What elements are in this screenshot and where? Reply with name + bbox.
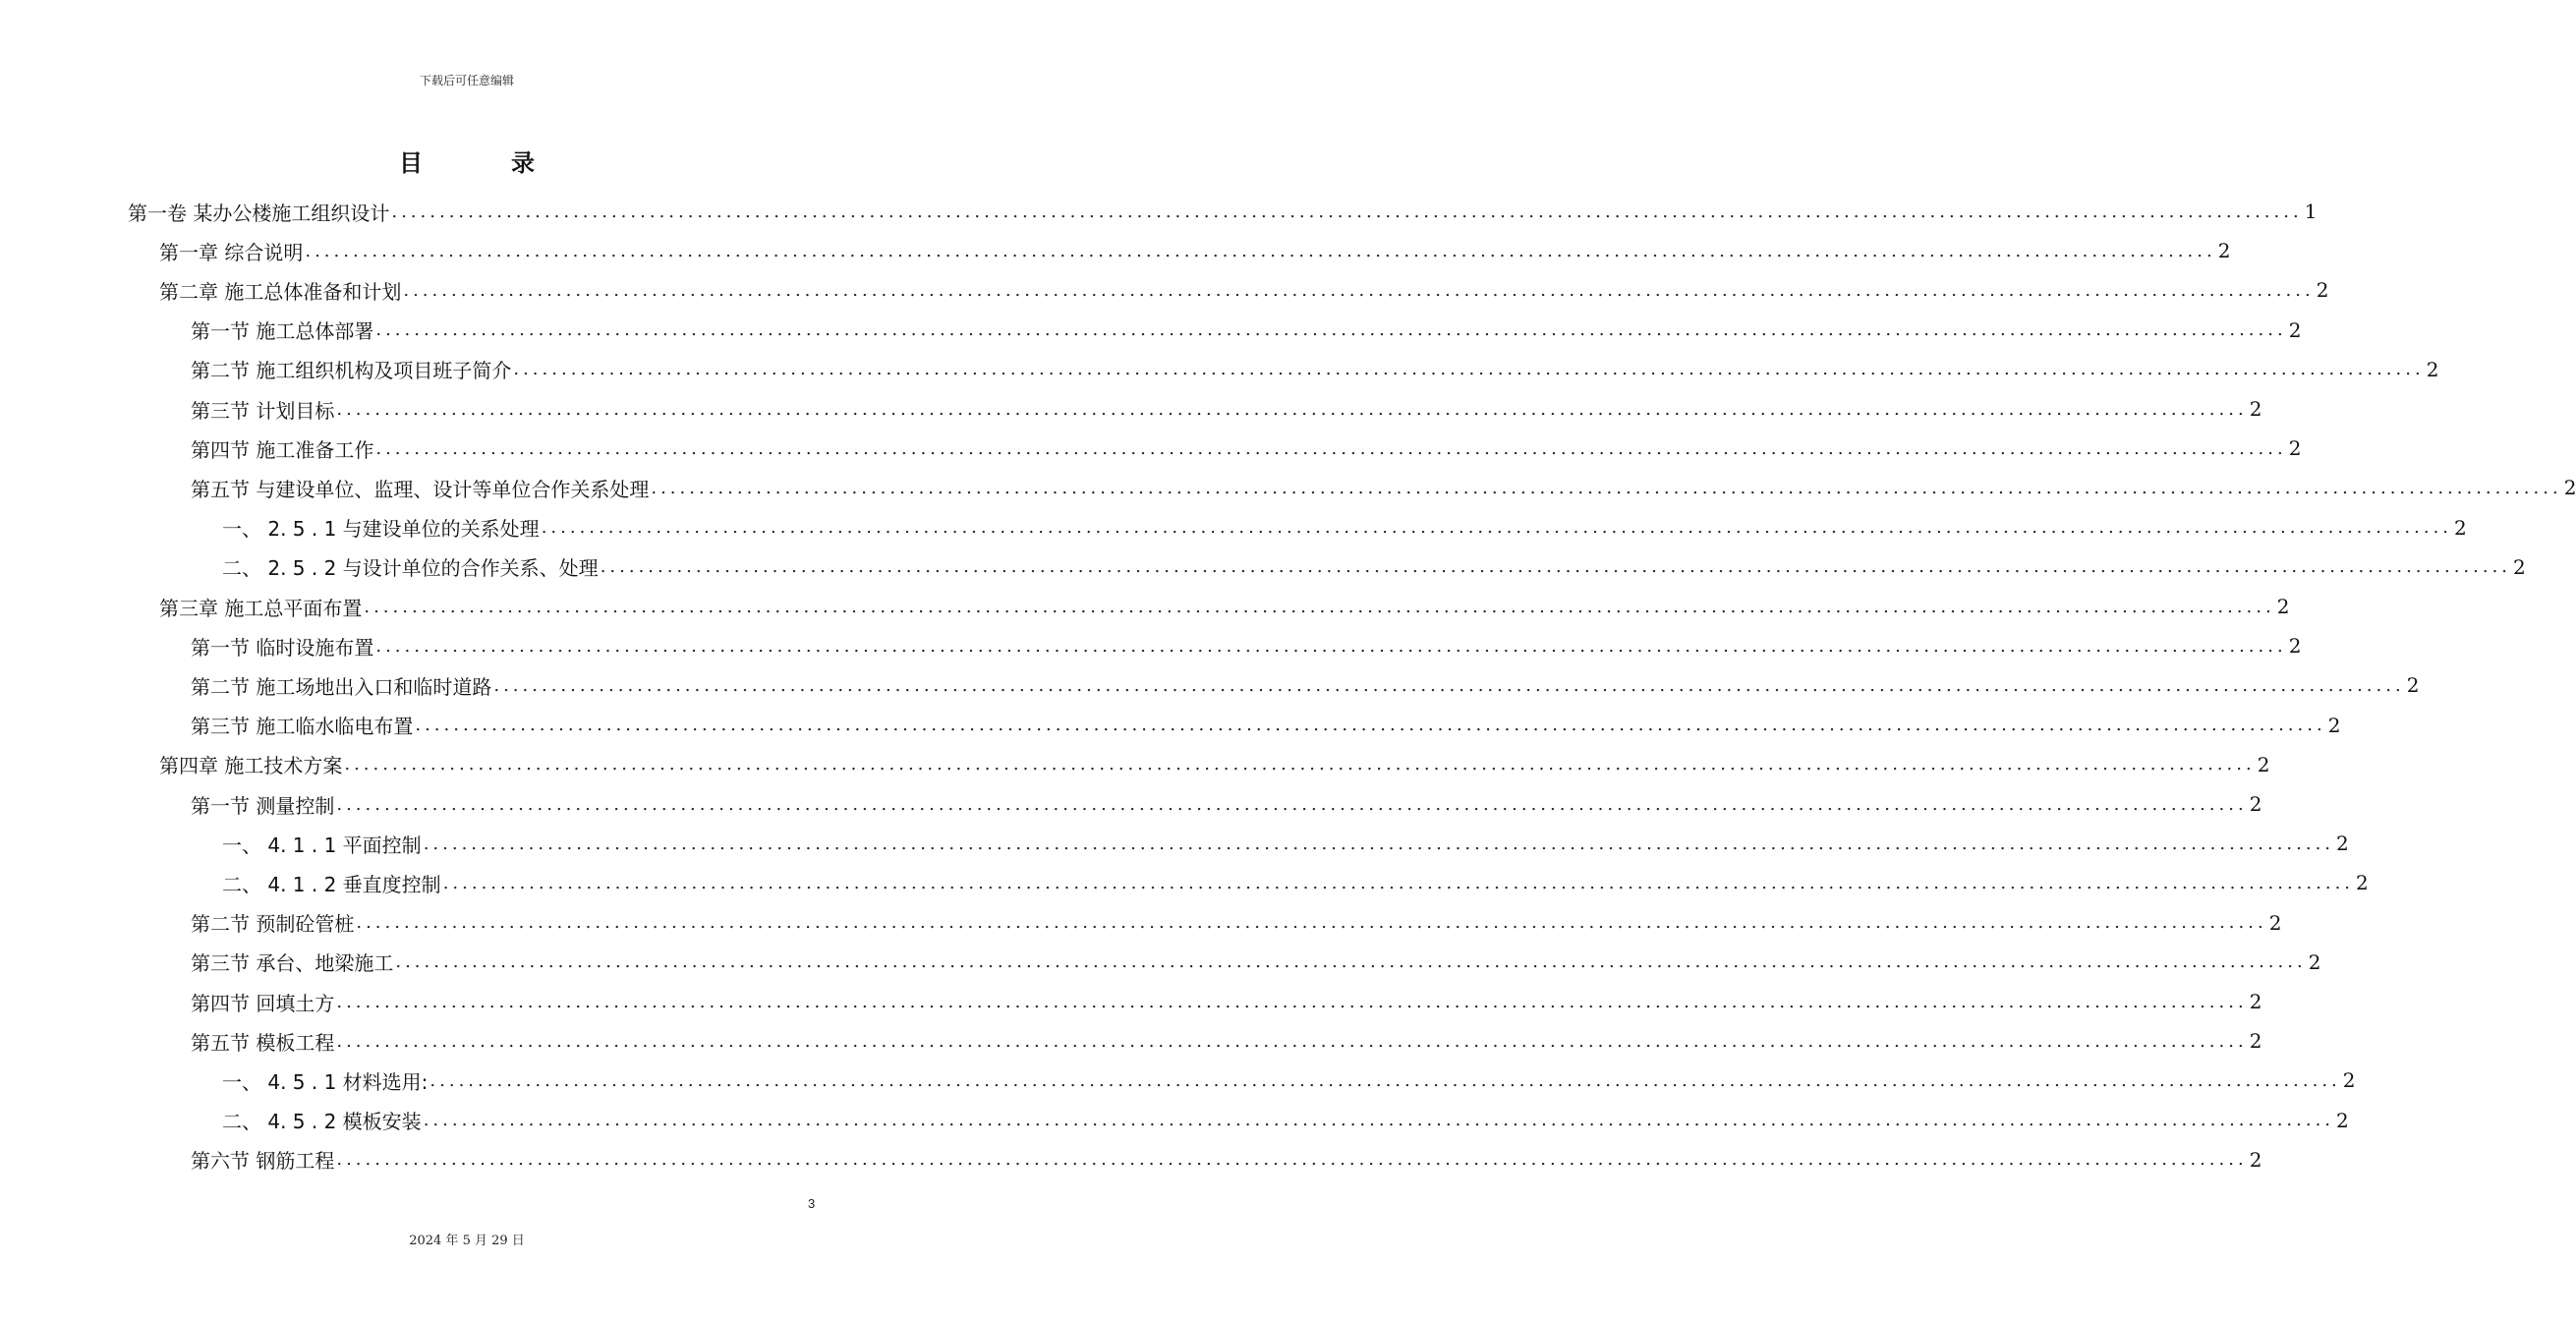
toc-entry[interactable]	[191, 1140, 2262, 1179]
toc-entry-page: 2	[2336, 832, 2349, 856]
toc-entry-page: 1	[2304, 200, 2318, 223]
toc-dot-leader: ........................................................................................................................................................................................................	[403, 279, 2315, 301]
toc-entry[interactable]	[222, 863, 2369, 902]
toc-entry-page: 2	[2257, 752, 2270, 776]
toc-entry-page: 2	[2406, 673, 2420, 698]
toc-dot-leader: ........................................................................................................................................................................................................	[429, 1069, 2341, 1091]
toc-dot-leader: ........................................................................................................................................................................................................	[391, 201, 2303, 222]
toc-dot-leader: ........................................................................................................................................................................................................	[600, 556, 2512, 578]
toc-entry[interactable]	[191, 784, 2262, 824]
toc-dot-leader: ........................................................................................................................................................................................................	[344, 754, 2256, 775]
toc-dot-leader: ........................................................................................................................................................................................................	[336, 398, 2248, 420]
toc-entry-page: 2	[2249, 1147, 2262, 1172]
toc-entry-page: 2	[2249, 1029, 2262, 1054]
toc-entry[interactable]	[191, 626, 2302, 665]
toc-entry-page: 2	[2342, 1068, 2356, 1093]
page-number: 3	[808, 1196, 816, 1211]
toc-entry[interactable]	[159, 270, 2329, 310]
toc-dot-leader: ........................................................................................................................................................................................................	[442, 872, 2355, 893]
toc-entry-label: 第六节 钢筋工程	[191, 1149, 335, 1174]
toc-entry-label: 第三节 施工临水临电布置	[191, 715, 414, 739]
toc-entry-page: 2	[2336, 1108, 2349, 1132]
toc-entry-label: 一、 4. 1 . 1 平面控制	[222, 833, 422, 857]
toc-entry-page: 2	[2249, 397, 2262, 421]
toc-entry-label: 一、 2. 5 . 1 与建设单位的关系处理	[222, 517, 540, 542]
toc-entry[interactable]	[191, 1021, 2262, 1061]
toc-entry[interactable]	[128, 192, 2318, 231]
toc-entry[interactable]	[222, 547, 2526, 587]
toc-entry-label: 二、 4. 5 . 2 模板安装	[222, 1110, 422, 1134]
toc-dot-leader: ........................................................................................................................................................................................................	[336, 1030, 2248, 1052]
toc-dot-leader: ........................................................................................................................................................................................................	[415, 715, 2326, 736]
toc-entry-page: 2	[2288, 436, 2302, 461]
toc-entry-label: 第三章 施工总平面布置	[159, 596, 363, 620]
toc-entry-label: 第二节 施工场地出入口和临时道路	[191, 674, 492, 699]
toc-entry-page: 2	[2513, 554, 2526, 579]
toc-entry[interactable]	[191, 943, 2321, 982]
toc-entry-label: 第三节 计划目标	[191, 398, 335, 423]
header-note: 下载后可任意编辑	[419, 74, 514, 87]
toc-dot-leader: ........................................................................................................................................................................................................	[651, 477, 2562, 498]
toc-entry-label: 第三节 承台、地梁施工	[191, 951, 394, 976]
toc-entry[interactable]	[191, 311, 2302, 350]
toc-entry[interactable]	[191, 468, 2576, 507]
toc-dot-leader: ........................................................................................................................................................................................................	[395, 951, 2307, 973]
toc-entry[interactable]	[191, 982, 2262, 1021]
toc-entry-label: 第二节 施工组织机构及项目班子简介	[191, 359, 512, 383]
toc-dot-leader: ........................................................................................................................................................................................................	[364, 596, 2275, 617]
toc-entry-label: 二、 2. 5 . 2 与设计单位的合作关系、处理	[222, 556, 599, 581]
toc-entry[interactable]	[159, 231, 2231, 270]
toc-entry[interactable]	[159, 587, 2290, 626]
toc-dot-leader: ........................................................................................................................................................................................................	[356, 912, 2267, 934]
toc-dot-leader: ........................................................................................................................................................................................................	[513, 359, 2425, 380]
toc-dot-leader: ........................................................................................................................................................................................................	[336, 793, 2248, 815]
toc-dot-leader: ........................................................................................................................................................................................................	[336, 1149, 2248, 1171]
toc-entry-label: 第五节 与建设单位、监理、设计等单位合作关系处理	[191, 477, 650, 501]
toc-entry[interactable]	[222, 1061, 2356, 1100]
toc-entry[interactable]	[191, 389, 2262, 429]
toc-entry-label: 第五节 模板工程	[191, 1030, 335, 1055]
toc-entry-label: 二、 4. 1 . 2 垂直度控制	[222, 872, 441, 896]
toc-entry-label: 第一章 综合说明	[159, 240, 304, 264]
toc-entry-label: 第四章 施工技术方案	[159, 754, 343, 778]
toc-entry-page: 2	[2563, 476, 2576, 500]
toc-entry-page: 2	[2249, 792, 2262, 816]
toc-dot-leader: ........................................................................................................................................................................................................	[375, 319, 2287, 341]
toc-entry-label: 第一卷 某办公楼施工组织设计	[128, 201, 390, 225]
toc-entry-page: 2	[2288, 634, 2302, 659]
toc-entry-page: 2	[2316, 278, 2329, 303]
toc-entry-label: 第四节 施工准备工作	[191, 437, 374, 462]
toc-entry[interactable]	[191, 665, 2420, 705]
toc-entry-page: 2	[2276, 595, 2290, 618]
toc-dot-leader: ........................................................................................................................................................................................................	[375, 635, 2287, 657]
toc-dot-leader: ........................................................................................................................................................................................................	[423, 1110, 2335, 1131]
toc-dot-leader: ........................................................................................................................................................................................................	[305, 240, 2216, 261]
toc-entry-label: 第二节 预制砼管桩	[191, 912, 355, 937]
toc-entry-label: 第二章 施工总体准备和计划	[159, 279, 402, 304]
toc-entry[interactable]	[191, 903, 2282, 943]
toc-dot-leader: ........................................................................................................................................................................................................	[493, 674, 2405, 696]
toc-entry[interactable]	[159, 745, 2270, 784]
toc-entry[interactable]	[191, 706, 2341, 745]
toc-entry-page: 2	[2356, 871, 2369, 895]
toc-entry-page: 2	[2288, 317, 2302, 342]
toc-dot-leader: ........................................................................................................................................................................................................	[423, 833, 2335, 854]
toc-entry[interactable]	[191, 429, 2302, 468]
toc-entry-label: 一、 4. 5 . 1 材料选用:	[222, 1069, 429, 1094]
toc-dot-leader: ........................................................................................................................................................................................................	[336, 991, 2248, 1012]
toc-entry-page: 2	[2268, 910, 2282, 935]
toc-title: 目录	[399, 148, 623, 177]
toc-entry-page: 2	[2249, 990, 2262, 1013]
toc-entry-page: 2	[2327, 713, 2341, 737]
toc-entry[interactable]	[222, 1101, 2349, 1140]
footer-date: 2024 年 5 月 29 日	[409, 1234, 525, 1248]
toc-entry-label: 第一节 临时设施布置	[191, 635, 374, 660]
toc-entry-page: 2	[2454, 515, 2467, 540]
toc-entry-page: 2	[2426, 357, 2439, 381]
toc-entry-label: 第一节 测量控制	[191, 793, 335, 818]
toc-entry-page: 2	[2308, 949, 2321, 974]
toc-dot-leader: ........................................................................................................................................................................................................	[375, 437, 2287, 459]
toc-entry-label: 第一节 施工总体部署	[191, 319, 374, 344]
toc-entry[interactable]	[191, 350, 2439, 389]
toc-entry[interactable]	[222, 508, 2467, 547]
toc-entry-page: 2	[2217, 239, 2231, 263]
toc-entry[interactable]	[222, 824, 2349, 863]
toc-entry-label: 第四节 回填土方	[191, 991, 335, 1015]
toc-dot-leader: ........................................................................................................................................................................................................	[541, 517, 2453, 539]
